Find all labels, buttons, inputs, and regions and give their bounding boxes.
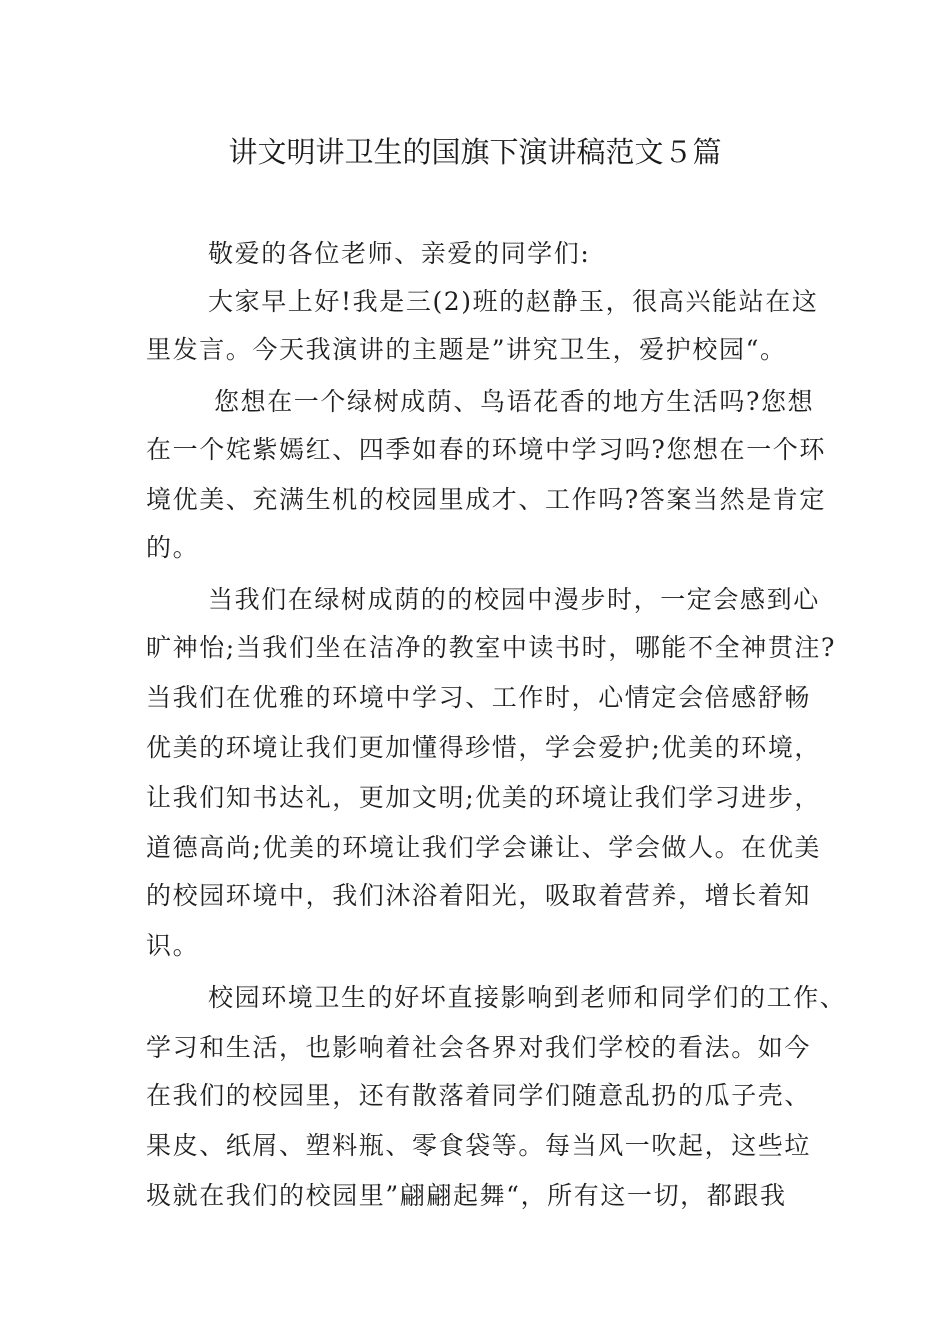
paragraph-line: 识。 bbox=[146, 931, 200, 960]
paragraph-line: 学习和生活，也影响着社会各界对我们学校的看法。如今 bbox=[146, 1033, 812, 1062]
paragraph-line: 大家早上好!我是三(2)班的赵静玉，很高兴能站在这 bbox=[208, 287, 819, 316]
paragraph-line: 道德高尚;优美的环境让我们学会谦让、学会做人。在优美 bbox=[146, 833, 822, 862]
paragraph-line: 当我们在优雅的环境中学习、工作时，心情定会倍感舒畅 bbox=[146, 683, 812, 712]
paragraph-line: 果皮、纸屑、塑料瓶、零食袋等。每当风一吹起，这些垃 bbox=[146, 1131, 812, 1160]
paragraph-line: 您想在一个绿树成荫、鸟语花香的地方生活吗?您想 bbox=[214, 387, 815, 416]
paragraph-line: 优美的环境让我们更加懂得珍惜，学会爱护;优美的环境， bbox=[146, 733, 822, 762]
paragraph-line: 的。 bbox=[146, 533, 200, 562]
salutation-line: 敬爱的各位老师、亲爱的同学们: bbox=[208, 239, 591, 268]
paragraph-line: 让我们知书达礼，更加文明;优美的环境让我们学习进步， bbox=[146, 783, 822, 812]
paragraph-line: 的校园环境中，我们沐浴着阳光，吸取着营养，增长着知 bbox=[146, 881, 812, 910]
paragraph-line: 当我们在绿树成荫的的校园中漫步时，一定会感到心 bbox=[208, 585, 820, 614]
paragraph-line: 在一个姹紫嫣红、四季如春的环境中学习吗?您想在一个环 bbox=[146, 435, 827, 464]
paragraph-line: 旷神怡;当我们坐在洁净的教室中读书时，哪能不全神贯注? bbox=[146, 633, 837, 662]
paragraph-line: 校园环境卫生的好坏直接影响到老师和同学们的工作、 bbox=[208, 983, 847, 1012]
paragraph-line: 在我们的校园里，还有散落着同学们随意乱扔的瓜子壳、 bbox=[146, 1081, 812, 1110]
paragraph-line: 圾就在我们的校园里”翩翩起舞“，所有这一切，都跟我 bbox=[146, 1181, 787, 1210]
document-title: 讲文明讲卫生的国旗下演讲稿范文５篇 bbox=[228, 135, 722, 169]
paragraph-line: 里发言。今天我演讲的主题是”讲究卫生，爱护校园“。 bbox=[146, 335, 787, 364]
paragraph-line: 境优美、充满生机的校园里成才、工作吗?答案当然是肯定 bbox=[146, 485, 827, 514]
